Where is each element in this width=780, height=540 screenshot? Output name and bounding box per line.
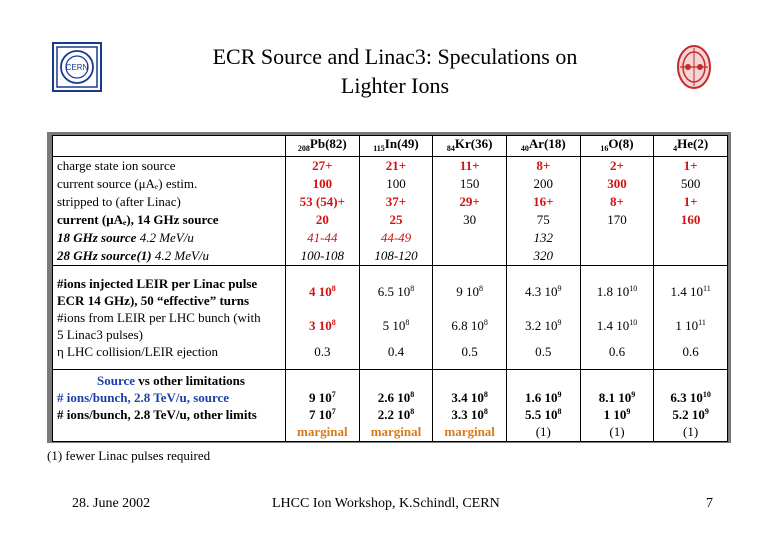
table-frame: [47, 132, 731, 443]
source-values-he: 1+ 500 1+ 160: [654, 157, 728, 266]
header-empty: [53, 136, 286, 157]
source-values-pb: 27+ 100 53 (54)+ 20 41-44 100-108: [286, 157, 360, 266]
header-in: $_{115}$In(49): [359, 136, 433, 157]
limits-values-he: 6.3 $10^{10}$ 5.2 $10^9$ (1): [654, 370, 728, 442]
footnote: (1) fewer Linac pulses required: [47, 448, 211, 463]
leir-values-pb: 4 $10^8$ 3 $10^8$ 0.3: [286, 266, 360, 370]
leir-labels: #ions injected LEIR per Linac pulse ECR 14 GHz), 50 “effective” turns #ions from LEIR per LHC bunch (with 5 Linac3 pulses) η LHC collision/LEIR ejection: [53, 266, 286, 370]
header-ar: $_{40}$Ar(18): [506, 136, 580, 157]
source-values-in: 21+ 100 37+ 25 44-49 108-120: [359, 157, 433, 266]
footer-center: LHCC Ion Workshop, K.Schindl, CERN: [272, 496, 500, 511]
limits-values-in: 2.6 $10^8$ 2.2 $10^8$ marginal: [359, 370, 433, 442]
table-section-source: [53, 157, 728, 266]
limits-values-pb: 9 $10^7$ 7 $10^7$ marginal: [286, 370, 360, 442]
leir-values-he: 1.4 $10^{11}$ 1 $10^{11}$ 0.6: [654, 266, 728, 370]
footer-page-number: 7: [706, 496, 713, 511]
source-values-kr: 11+ 150 29+ 30: [433, 157, 507, 266]
title-line-1: ECR Source and Linac3: Speculations on: [212, 44, 578, 69]
leir-values-o: 1.8 $10^{10}$ 1.4 $10^{10}$ 0.6: [580, 266, 654, 370]
leir-values-in: 6.5 $10^8$ 5 $10^8$ 0.4: [359, 266, 433, 370]
ion-table: [52, 135, 728, 442]
limits-values-kr: 3.4 $10^8$ 3.3 $10^8$ marginal: [433, 370, 507, 442]
table-section-limits: [53, 370, 728, 442]
header-o: $_{16}$O(8): [580, 136, 654, 157]
table-header-row: [53, 136, 728, 157]
source-values-ar: 8+ 200 16+ 75 132 320: [506, 157, 580, 266]
table-section-leir: [53, 266, 728, 370]
header-kr: $_{84}$Kr(36): [433, 136, 507, 157]
title-line-2: Lighter Ions: [340, 73, 450, 98]
limits-labels: Source vs other limitations # ions/bunch, 2.8 TeV/u, source # ions/bunch, 2.8 TeV/u, other limits: [53, 370, 286, 442]
cern-logo: [52, 42, 102, 92]
slide-title: [150, 42, 640, 100]
emblem-logo: [676, 44, 712, 90]
source-labels: charge state ion source current source (μAₑ) estim. stripped to (after Linac) current (μAₑ), 14 GHz source 18 GHz source 4.2 MeV/u 28 GHz source(1) 4.2 MeV/u: [53, 157, 286, 266]
limits-values-ar: 1.6 $10^9$ 5.5 $10^8$ (1): [506, 370, 580, 442]
cern-logo-text: CERN: [65, 63, 89, 72]
footer-date: 28. June 2002: [72, 496, 151, 511]
source-values-o: 2+ 300 8+ 170: [580, 157, 654, 266]
header-pb: $_{208}$Pb(82): [286, 136, 360, 157]
limits-values-o: 8.1 $10^9$ 1 $10^9$ (1): [580, 370, 654, 442]
leir-values-kr: 9 $10^8$ 6.8 $10^8$ 0.5: [433, 266, 507, 370]
leir-values-ar: 4.3 $10^9$ 3.2 $10^9$ 0.5: [506, 266, 580, 370]
header-he: $_4$He(2): [654, 136, 728, 157]
